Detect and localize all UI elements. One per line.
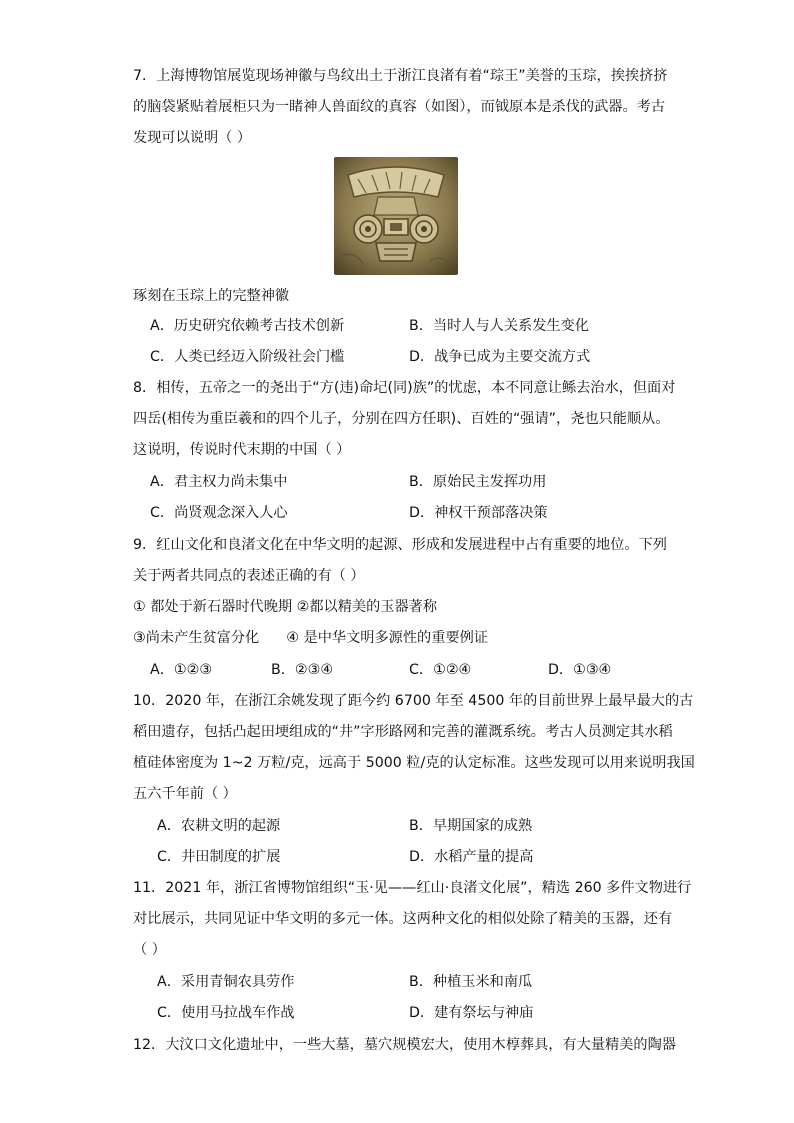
q9-option-c: C．①②④ [409, 662, 472, 678]
q11-option-c: C．使用马拉战车作战 [157, 1005, 295, 1021]
q10-stem-line-3: 植硅体密度为 1~2 万粒/克，远高于 5000 粒/克的认定标准。这些发现可以用来说明我国 [133, 755, 695, 771]
q8-option-c: C．尚贤观念深入人心 [150, 505, 288, 521]
q7-stem-line-3: 发现可以说明（ ） [133, 130, 252, 146]
q7-stem-line-2: 的脑袋紧贴着展柜只为一睹神人兽面纹的真容（如图），而钺原本是杀伐的武器。考古 [133, 99, 666, 115]
q9-stem-line-1: 9．红山文化和良渚文化在中华文明的起源、形成和发展进程中占有重要的地位。下列 [133, 537, 667, 553]
q9-stem-line-2: 关于两者共同点的表述正确的有（ ） [133, 568, 365, 584]
q7-option-d: D．战争已成为主要交流方式 [409, 349, 591, 365]
q11-stem-line-1: 11．2021 年，浙江省博物馆组织“玉·见——红山·良渚文化展”，精选 260 多件文物进行 [133, 880, 692, 896]
q7-stem-line-1: 7．上海博物馆展览现场神徽与鸟纹出土于浙江良渚有着“琮王”美誉的玉琮，挨挨挤挤 [133, 68, 668, 84]
q11-stem-line-2: 对比展示，共同见证中华文明的多元一体。这两种文化的相似处除了精美的玉器，还有 [133, 911, 673, 927]
q9-option-a: A．①②③ [150, 662, 213, 678]
q11-option-b: B．种植玉米和南瓜 [409, 974, 533, 990]
q10-option-a: A．农耕文明的起源 [157, 818, 281, 834]
jade-cong-emblem-image [334, 157, 458, 275]
q9-option-b: B．②③④ [271, 662, 334, 678]
q7-figure-caption: 琢刻在玉琮上的完整神徽 [133, 288, 290, 304]
q11-option-a: A．采用青铜农具劳作 [157, 974, 295, 990]
q10-option-b: B．早期国家的成熟 [409, 818, 533, 834]
q8-option-d: D．神权干预部落决策 [409, 505, 548, 521]
q8-stem-line-1: 8．相传，五帝之一的尧出于“方(违)命圮(同)族”的忧虑，本不同意让鲧去治水，但面对 [133, 380, 676, 396]
q8-stem-line-3: 这说明，传说时代末期的中国（ ） [133, 442, 351, 458]
q8-stem-line-2: 四岳(相传为重臣羲和的四个儿子，分别在四方任职)、百姓的“强请”，尧也只能顺从。 [133, 411, 670, 427]
q9-statements-line-2: ③尚未产生贫富分化 ④ 是中华文明多源性的重要例证 [133, 630, 488, 646]
q8-option-b: B．原始民主发挥功用 [409, 474, 547, 490]
q10-stem-line-2: 稻田遗存，包括凸起田埂组成的“井”字形路网和完善的灌溉系统。考古人员测定其水稻 [133, 724, 673, 740]
q8-option-a: A．君主权力尚未集中 [150, 474, 288, 490]
q12-stem-line-1: 12．大汶口文化遗址中，一些大墓，墓穴规模宏大，使用木椁葬具，有大量精美的陶器 [133, 1037, 676, 1053]
q10-stem-line-1: 10．2020 年，在浙江余姚发现了距今约 6700 年至 4500 年的目前世界上最早最大的古 [133, 693, 694, 709]
q7-option-c: C．人类已经迈入阶级社会门槛 [150, 349, 345, 365]
q7-option-b: B．当时人与人关系发生变化 [409, 318, 589, 334]
q9-statements-line-1: ① 都处于新石器时代晚期 ②都以精美的玉器著称 [133, 599, 438, 615]
q10-option-c: C．井田制度的扩展 [157, 849, 281, 865]
q7-option-a: A．历史研究依赖考古技术创新 [150, 318, 345, 334]
q11-stem-line-3: （ ） [133, 942, 166, 958]
q11-option-d: D．建有祭坛与神庙 [409, 1005, 534, 1021]
q10-option-d: D．水稻产量的提高 [409, 849, 534, 865]
q9-option-d: D．①③④ [548, 662, 612, 678]
q10-stem-line-4: 五六千年前（ ） [133, 786, 237, 802]
